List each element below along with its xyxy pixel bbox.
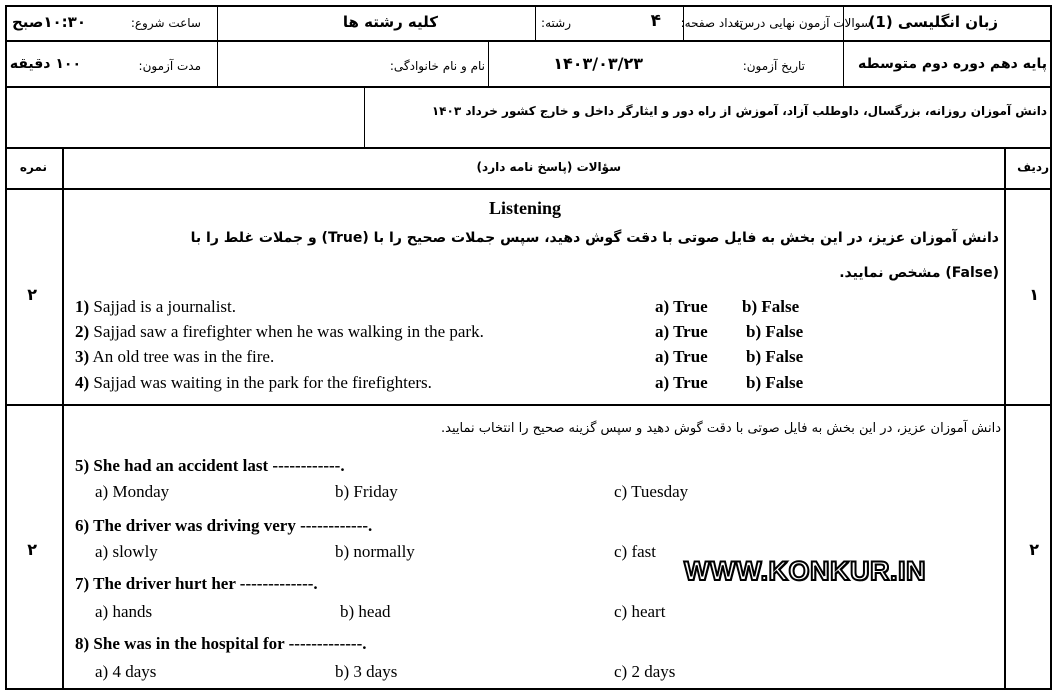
section2-instruction: دانش آموزان عزیز، در این بخش به فایل صوتی با دقت گوش دهید و سپس گزینه صحیح را انتخاب نمایید. [441,421,1001,436]
mc-option[interactable]: a) Monday [95,482,170,501]
mc-option[interactable]: c) Tuesday [614,482,689,501]
score-header: نمره [19,160,47,174]
tf-option-false[interactable]: b) False [742,297,800,316]
mc-option[interactable]: b) 3 days [335,662,398,681]
field-label: رشته: [541,16,571,30]
mc-option[interactable]: b) Friday [335,482,398,501]
tf-option-false[interactable]: b) False [746,347,804,366]
field-value: کلیه رشته ها [342,13,438,31]
row-number-header: ردیف [1017,160,1049,174]
tf-item: 1) Sajjad is a journalist. [75,297,237,316]
questions-header: سؤالات (پاسخ نامه دارد) [476,160,621,174]
date-label: تاریخ آزمون: [742,59,805,73]
mc-question: 5) She had an accident last ------------. [75,456,345,475]
col-line-score [62,147,64,690]
header-divider-2 [5,86,1052,88]
duration-label: مدت آزمون: [138,59,201,73]
tf-item: 3) An old tree was in the fire. [75,347,275,366]
col-line-rowno [1004,147,1006,690]
mc-option[interactable]: a) hands [95,602,153,621]
header-divider-3 [5,147,1052,149]
start-time-value: ۱۰:۳۰صبح [11,13,86,31]
exam-title-value: زبان انگلیسی (1) [868,13,998,31]
header-divider-4 [5,188,1052,190]
grade: پایه دهم دوره دوم متوسطه [857,56,1047,72]
header-divider-1 [5,40,1052,42]
mc-question: 7) The driver hurt her -------------. [75,574,318,593]
name-label: نام و نام خانوادگی: [389,59,485,73]
page-count-value: ۴ [650,11,661,31]
table-border-left [5,5,7,690]
tf-option-true[interactable]: a) True [655,297,708,316]
table-border-right [1050,5,1052,690]
watermark: WWW.KONKUR.IN [684,556,926,586]
mc-option[interactable]: c) heart [614,602,666,621]
table-border-top [5,5,1052,7]
tf-option-false[interactable]: b) False [746,322,804,341]
tf-option-false[interactable]: b) False [746,373,804,392]
exam-title-label: سوالات آزمون نهایی درس: [735,16,871,30]
section1-title: Listening [489,198,562,218]
tf-option-true[interactable]: a) True [655,322,708,341]
section1-instruction-2: (False) مشخص نمایید. [839,265,999,281]
tf-option-true[interactable]: a) True [655,347,708,366]
tf-option-true[interactable]: a) True [655,373,708,392]
tf-item: 4) Sajjad was waiting in the park for the firefighters. [75,373,432,392]
mc-option[interactable]: b) normally [335,542,415,561]
start-time-label: ساعت شروع: [130,16,201,30]
duration-value: ۱۰۰ دقیقه [9,56,81,72]
page-count-label: تعداد صفحه: [680,16,743,30]
mc-question: 8) She was in the hospital for -------------. [75,634,367,653]
date-value: ۱۴۰۳/۰۳/۲۳ [553,54,643,73]
mc-option[interactable]: a) 4 days [95,662,157,681]
header-vline-f [364,87,365,148]
section2-score: ۲ [27,540,37,559]
students-description: دانش آموزان روزانه، بزرگسال، داوطلب آزاد، آموزش از راه دور و ایثارگر داخل و خارج کشور خرداد ۱۴۰۳ [431,104,1047,118]
mc-option[interactable]: b) head [340,602,391,621]
header-vline-d [488,41,489,87]
mc-option[interactable]: c) fast [614,542,657,561]
mc-question: 6) The driver was driving very ------------. [75,516,373,535]
mc-option[interactable]: a) slowly [95,542,158,561]
header-vline-a [217,5,218,87]
section1-row-number: ۱ [1029,285,1039,304]
table-border-bottom [5,688,1052,690]
tf-item: 2) Sajjad saw a firefighter when he was walking in the park. [75,322,484,341]
section1-instruction-1: دانش آموزان عزیز، در این بخش به فایل صوتی با دقت گوش دهید، سپس جملات صحیح را با (True) و جملات غلط را با [190,230,999,246]
header-vline-b [535,5,536,41]
section-divider [5,404,1052,406]
section2-row-number: ۲ [1029,540,1039,559]
section1-score: ۲ [27,285,37,304]
mc-option[interactable]: c) 2 days [614,662,676,681]
